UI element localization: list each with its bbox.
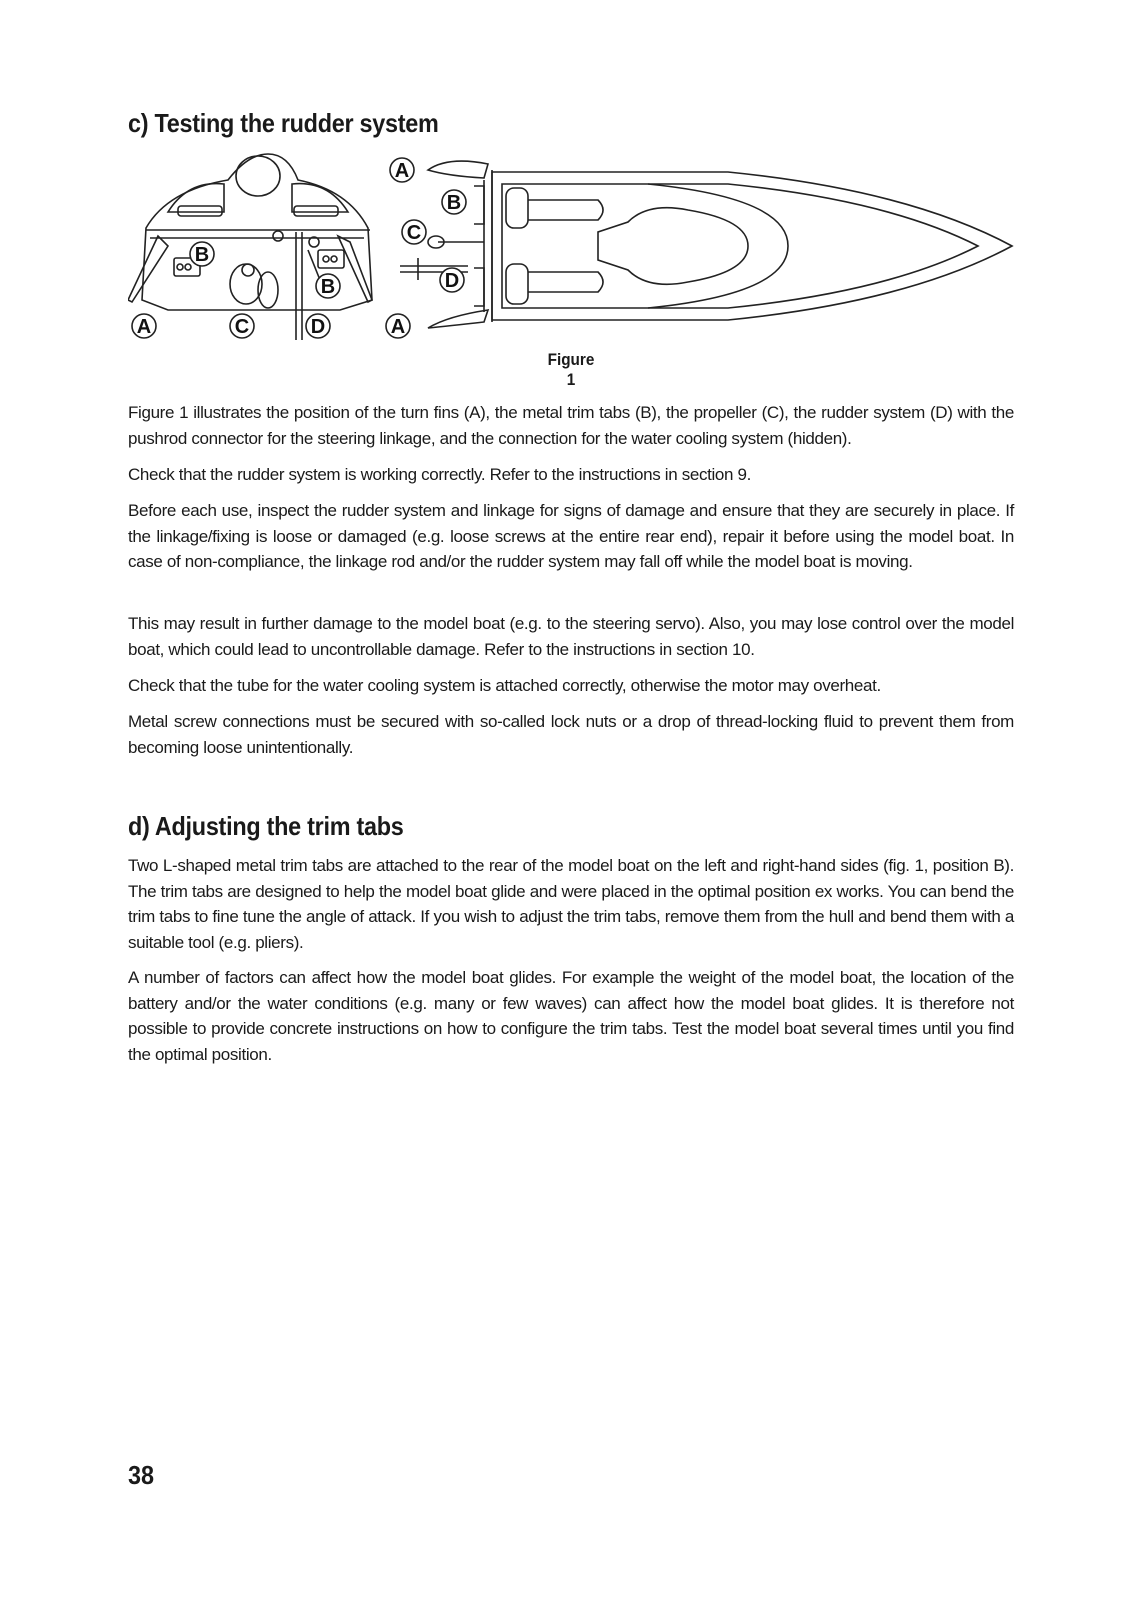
section-c-paragraph-3: Before each use, inspect the rudder system and linkage for signs of damage and ensure that they are securely in place. If the linkage/fixing is loose or damaged (e.g. loose screws at the entire rear end), repair it before using the model boat. In case of non-compliance, the linkage rod and/or the rudder system may fall off while the model boat is moving. <box>128 501 1014 571</box>
label-top-a-upper <box>390 158 414 182</box>
svg-text:C: C <box>406 222 422 244</box>
section-c-paragraph-6: Metal screw connections must be secured with so-called lock nuts or a drop of thread-locking fluid to prevent them from becoming loose unintentionally. <box>128 712 1014 757</box>
figure-1 <box>128 150 1014 350</box>
label-top-b <box>442 190 466 214</box>
figure-caption: Figure 1 <box>547 350 595 389</box>
section-c-heading: c) Testing the rudder system <box>128 108 439 138</box>
section-c-paragraph-4: This may result in further damage to the model boat (e.g. to the steering servo). Also, you may lose control over the model boat, which could lead to uncontrollable damage. Refer to the instructions in section 10. <box>128 614 1014 659</box>
section-c-paragraph-5: Check that the tube for the water cooling system is attached correctly, otherwise the motor may overheat. <box>128 676 881 695</box>
svg-text:A: A <box>394 160 410 182</box>
svg-text:D: D <box>310 316 326 338</box>
label-top-c <box>402 220 426 244</box>
label-rear-b-left <box>190 242 214 266</box>
svg-text:C: C <box>234 316 250 338</box>
label-rear-b-right <box>316 274 340 298</box>
svg-text:B: B <box>446 192 462 214</box>
svg-text:B: B <box>320 276 336 298</box>
page-number: 38 <box>128 1460 155 1490</box>
svg-text:A: A <box>136 316 152 338</box>
label-rear-c <box>230 314 254 338</box>
section-c-paragraph-2: Check that the rudder system is working correctly. Refer to the instructions in section 9. <box>128 465 751 484</box>
section-d-paragraph-2: A number of factors can affect how the model boat glides. For example the weight of the model boat, the location of the battery and/or the water conditions (e.g. many or few waves) can affect how the model boat glides. It is therefore not possible to provide concrete instructions on how to configure the trim tabs. Test the model boat several times until you find the optimal position. <box>128 968 1014 1064</box>
label-rear-a <box>132 314 156 338</box>
label-rear-d <box>306 314 330 338</box>
top-view-drawing <box>400 161 1012 328</box>
label-top-d <box>440 268 464 292</box>
svg-text:B: B <box>194 244 210 266</box>
boat-diagram <box>128 150 1014 350</box>
section-c-paragraph-1: Figure 1 illustrates the position of the turn fins (A), the metal trim tabs (B), the propeller (C), the rudder system (D) with the pushrod connector for the steering linkage, and the connection for the water cooling system (hidden). <box>128 403 1014 448</box>
svg-text:D: D <box>444 270 460 292</box>
rear-view-drawing <box>128 154 372 340</box>
section-d-heading: d) Adjusting the trim tabs <box>128 811 404 841</box>
svg-text:A: A <box>390 316 406 338</box>
section-d-paragraph-1: Two L-shaped metal trim tabs are attached to the rear of the model boat on the left and right-hand sides (fig. 1, position B). The trim tabs are designed to help the model boat glide and were placed in the optimal position ex works. You can bend the trim tabs to fine tune the angle of attack. If you wish to adjust the trim tabs, remove them from the hull and bend them with a suitable tool (e.g. pliers). <box>128 856 1014 952</box>
label-top-a-lower <box>386 314 410 338</box>
